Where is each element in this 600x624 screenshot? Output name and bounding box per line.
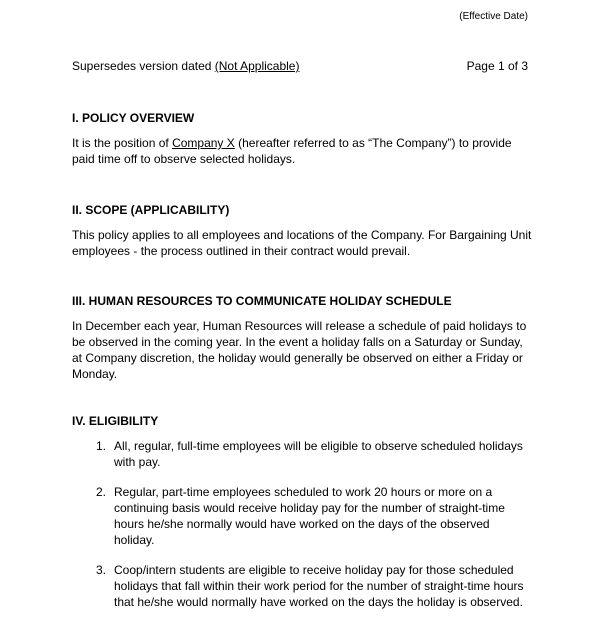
list-item (72, 562, 532, 610)
list-item-text: Regular, part-time employees scheduled to work 20 hours or more on a continuing basis would receive holiday pay for the number of straight-time hours he/she normally would have worked on the days of the observed holiday. (114, 485, 505, 547)
list-item-text: All, regular, full-time employees will be eligible to observe scheduled holidays with pay. (114, 439, 523, 469)
holiday-schedule-paragraph: In December each year, Human Resources will release a schedule of paid holidays to be observed in the coming year. In the event a holiday falls on a Saturday or Sunday, at Company discretion, the holiday would generally be observed on either a Friday or Monday. (72, 319, 527, 381)
document-header-row (72, 59, 528, 73)
list-item-number: 3. (95, 563, 106, 577)
overview-text-before: It is the position of (72, 136, 173, 150)
section-heading-policy-overview: I. POLICY OVERVIEW (72, 111, 195, 125)
scope-paragraph: This policy applies to all employees and locations of the Company. For Bargaining Unit employees - the process outlined in their contract would prevail. (72, 228, 532, 258)
policy-overview-paragraph (72, 135, 532, 167)
section-heading-scope: II. SCOPE (APPLICABILITY) (72, 203, 230, 217)
list-item-number: 1. (95, 439, 106, 453)
list-item (72, 484, 532, 548)
section-heading-holiday-schedule: III. HUMAN RESOURCES TO COMMUNICATE HOLIDAY SCHEDULE (72, 294, 452, 308)
supersedes-line (72, 59, 299, 73)
overview-text-after: (hereafter referred to as “The Company”) to provide paid time off to observe selected holidays. (72, 136, 512, 166)
supersedes-value: (Not Applicable) (214, 59, 300, 73)
effective-date-label: (Effective Date) (459, 11, 528, 22)
list-item-number: 2. (95, 485, 106, 499)
eligibility-list (72, 438, 532, 624)
supersedes-prefix: Supersedes version dated (72, 59, 215, 73)
list-item-text: Coop/intern students are eligible to receive holiday pay for those scheduled holidays that fall within their work period for the number of straight-time hours that he/she would normally have worked on the days the holiday is observed. (114, 563, 524, 609)
company-name: Company X (172, 136, 235, 150)
page-indicator: Page 1 of 3 (466, 59, 528, 73)
section-heading-eligibility: IV. ELIGIBILITY (72, 414, 159, 428)
list-item (72, 438, 532, 470)
